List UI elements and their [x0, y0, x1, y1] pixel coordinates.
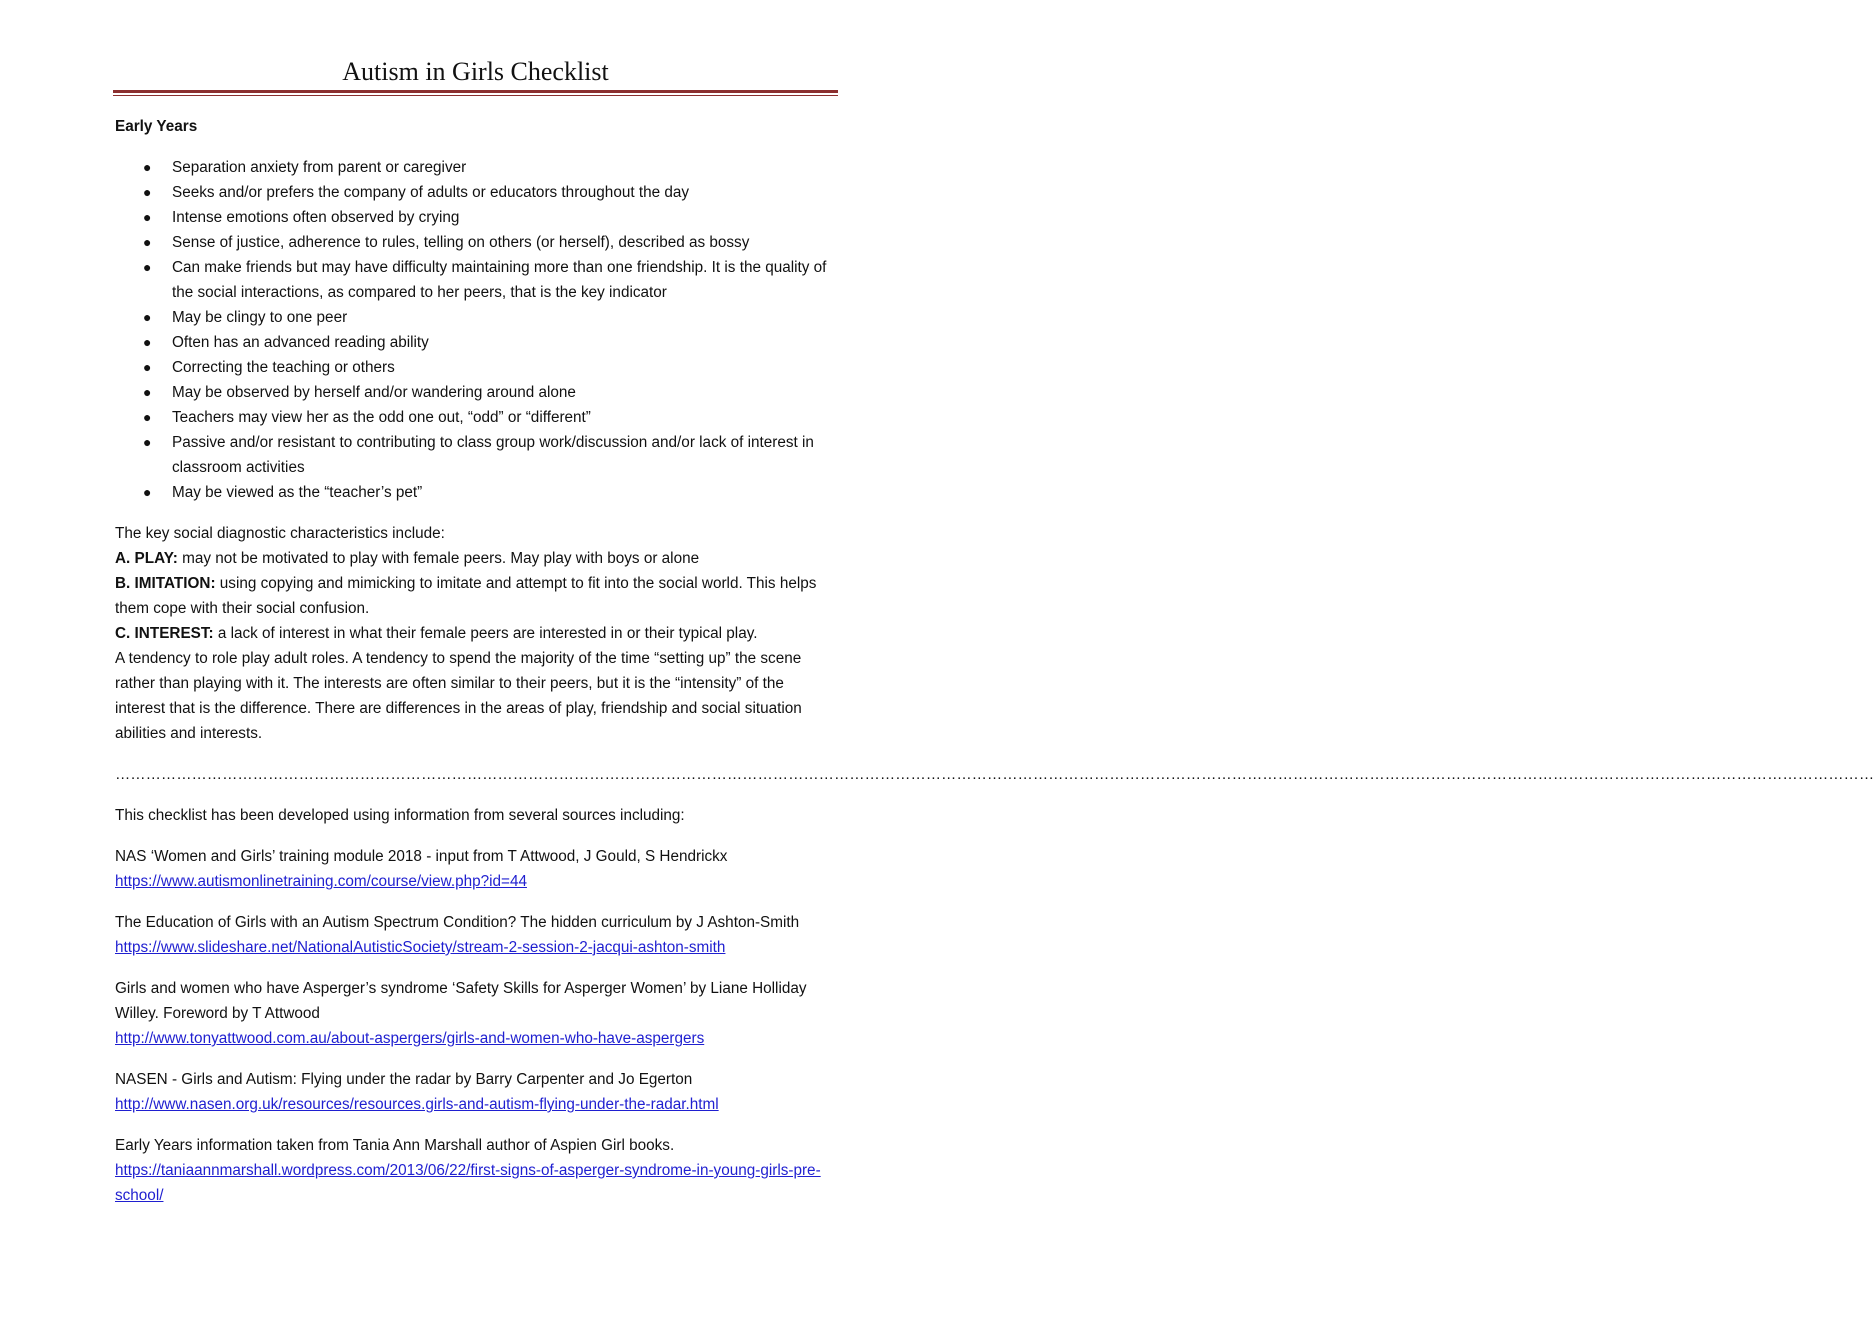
list-item: ● Correcting the teaching or others [115, 355, 835, 380]
source-link[interactable]: https://www.autismonlinetraining.com/course/view.php?id=44 [115, 873, 527, 890]
source-link[interactable]: http://www.nasen.org.uk/resources/resources.girls-and-autism-flying-under-the-radar.html [115, 1096, 719, 1113]
title-rule-thin [113, 95, 838, 96]
bullet-icon: ● [143, 209, 152, 225]
bullet-icon: ● [143, 159, 152, 175]
source-item: NAS ‘Women and Girls’ training module 2018 - input from T Attwood, J Gould, S Hendrickx https://www.autismonlinetraining.com/course/view.php?id=44 [115, 848, 728, 890]
source-link[interactable]: https://www.slideshare.net/NationalAutisticSociety/stream-2-session-2-jacqui-ashton-smith [115, 939, 726, 956]
bullet-icon: ● [143, 184, 152, 200]
bullet-icon: ● [143, 309, 152, 325]
characteristic-interest: C. INTEREST: a lack of interest in what their female peers are interested in or their typical play. [115, 625, 758, 642]
characteristics-closing: A tendency to role play adult roles. A tendency to spend the majority of the time “setting up” the scene rather than playing with it. The interests are often similar to their peers, but it is the “intensity” of the interest that is the difference. There are differences in the areas of play, friendship and social situation abilities and interests. [115, 650, 802, 742]
bullet-icon: ● [143, 334, 152, 350]
characteristics-intro: The key social diagnostic characteristics include: [115, 525, 445, 542]
document-body [115, 114, 1874, 1224]
bullet-icon: ● [143, 359, 152, 375]
list-item: ● Can make friends but may have difficulty maintaining more than one friendship. It is the quality of the social interactions, as compared to her peers, that is the key indicator [115, 255, 835, 305]
list-item: ● May be observed by herself and/or wandering around alone [115, 380, 835, 405]
source-item: Girls and women who have Asperger’s syndrome ‘Safety Skills for Asperger Women’ by Liane Holliday Willey. Foreword by T Attwood http://www.tonyattwood.com.au/about-aspergers/girls-and-women-who-have-aspergers [115, 980, 807, 1047]
early-years-list [115, 155, 835, 505]
bullet-icon: ● [143, 434, 152, 450]
list-item: ● Seeks and/or prefers the company of adults or educators throughout the day [115, 180, 835, 205]
sources-intro: This checklist has been developed using information from several sources including: [115, 807, 685, 824]
list-item: ● Often has an advanced reading ability [115, 330, 835, 355]
page-title: Autism in Girls Checklist [342, 57, 609, 86]
section-heading: Early Years [115, 118, 198, 135]
bullet-icon: ● [143, 259, 152, 275]
list-item: ● May be viewed as the “teacher’s pet” [115, 480, 835, 505]
list-item: ● Sense of justice, adherence to rules, telling on others (or herself), described as bossy [115, 230, 835, 255]
bullet-icon: ● [143, 484, 152, 500]
source-item: The Education of Girls with an Autism Spectrum Condition? The hidden curriculum by J Ashton-Smith https://www.slideshare.net/NationalAutisticSociety/stream-2-session-2-jacqui-ashton-smith [115, 914, 800, 956]
source-link[interactable]: https://taniaannmarshall.wordpress.com/2013/06/22/first-signs-of-asperger-syndrome-in-young-girls-pre-school/ [115, 1162, 821, 1204]
list-item: ● Passive and/or resistant to contributing to class group work/discussion and/or lack of interest in classroom activities [115, 430, 835, 480]
list-item: ● Separation anxiety from parent or caregiver [115, 155, 835, 180]
characteristics-section [115, 521, 835, 746]
characteristic-imitation: B. IMITATION: using copying and mimicking to imitate and attempt to fit into the social world. This helps them cope with their social confusion. [115, 575, 817, 617]
source-item: NASEN - Girls and Autism: Flying under the radar by Barry Carpenter and Jo Egerton http://www.nasen.org.uk/resources/resources.girls-and-autism-flying-under-the-radar.html [115, 1071, 719, 1113]
source-item: Early Years information taken from Tania Ann Marshall author of Aspien Girl books. https://taniaannmarshall.wordpress.com/2013/06/22/first-signs-of-asperger-syndrome-in-young-girls-pre-school/ [115, 1137, 821, 1204]
dotted-separator: ………………………………………………………………………………………………………………………………………………………………………………………………………………………………………………………………………………………………………………… [115, 766, 1874, 783]
title-rule-thick [113, 90, 838, 93]
bullet-icon: ● [143, 234, 152, 250]
source-link[interactable]: http://www.tonyattwood.com.au/about-aspergers/girls-and-women-who-have-aspergers [115, 1030, 705, 1047]
list-item: ● Teachers may view her as the odd one out, “odd” or “different” [115, 405, 835, 430]
list-item: ● Intense emotions often observed by crying [115, 205, 835, 230]
list-item: ● May be clingy to one peer [115, 305, 835, 330]
bullet-icon: ● [143, 409, 152, 425]
characteristic-play: A. PLAY: may not be motivated to play with female peers. May play with boys or alone [115, 550, 700, 567]
bullet-icon: ● [143, 384, 152, 400]
